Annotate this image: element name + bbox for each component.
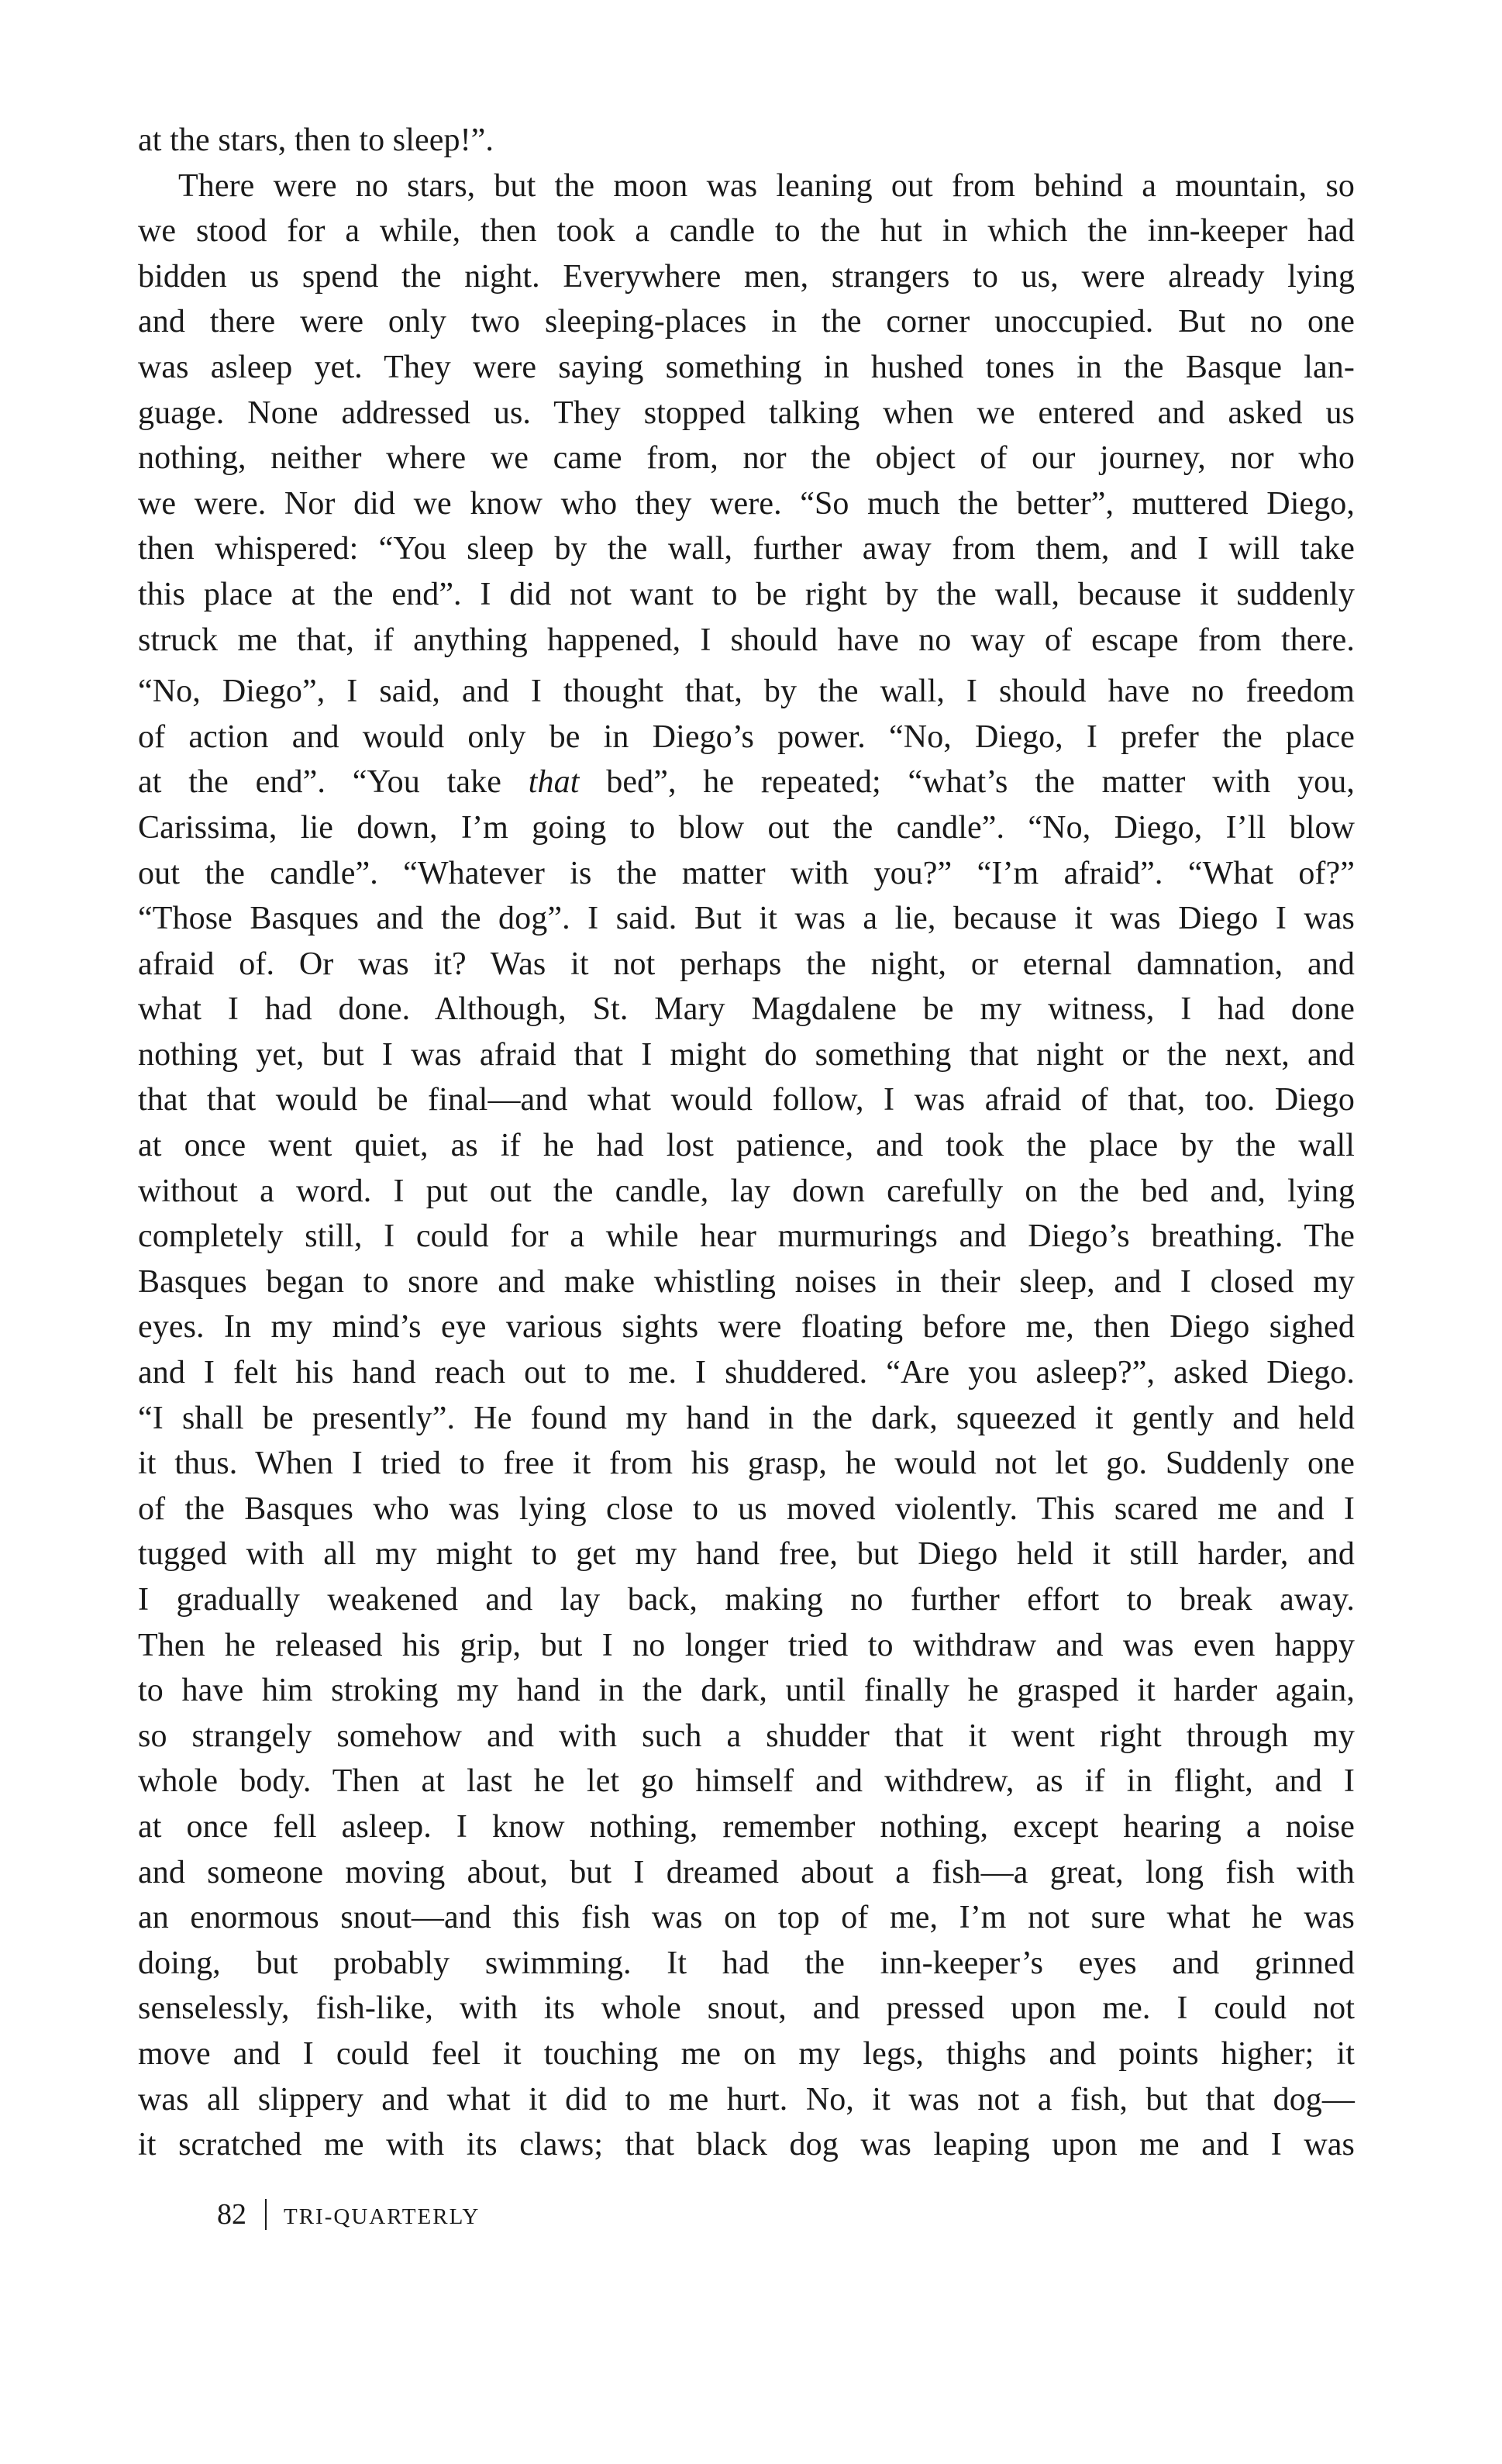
text-line: afraid of. Or was it? Was it not perhaps the night, or eternal damnation, and	[138, 946, 1355, 982]
text-line: I gradually weakened and lay back, making no further effort to break away.	[138, 1582, 1355, 1618]
text-line	[138, 760, 1355, 805]
text-fragment: bed”, he repeated; “what’s the matter with you,	[579, 764, 1355, 801]
text-line: senselessly, fish-like, with its whole snout, and pressed upon me. I could not	[138, 1990, 1355, 2027]
text-line: at once fell asleep. I know nothing, remember nothing, except hearing a noise	[138, 1808, 1355, 1845]
text-line: so strangely somehow and with such a shudder that it went right through my	[138, 1718, 1355, 1754]
page-footer	[217, 2195, 480, 2236]
body-text	[138, 118, 1355, 2168]
text-line: at once went quiet, as if he had lost patience, and took the place by the wall	[138, 1128, 1355, 1164]
text-line: completely still, I could for a while hear murmurings and Diego’s breathing. The	[138, 1218, 1355, 1255]
text-line: of action and would only be in Diego’s power. “No, Diego, I prefer the place	[138, 719, 1355, 755]
text-line: doing, but probably swimming. It had the inn-keeper’s eyes and grinned	[138, 1945, 1355, 1981]
text-line: bidden us spend the night. Everywhere men, strangers to us, were already lying	[138, 258, 1355, 295]
text-line: and someone moving about, but I dreamed about a fish—a great, long fish with	[138, 1854, 1355, 1890]
text-line: then whispered: “You sleep by the wall, further away from them, and I will take	[138, 531, 1355, 567]
text-line: and I felt his hand reach out to me. I shuddered. “Are you asleep?”, asked Diego.	[138, 1355, 1355, 1391]
text-line: an enormous snout—and this fish was on top of me, I’m not sure what he was	[138, 1900, 1355, 1936]
text-line: this place at the end”. I did not want to be right by the wall, because it suddenly	[138, 576, 1355, 612]
text-line: Carissima, lie down, I’m going to blow out the candle”. “No, Diego, I’ll blow	[138, 809, 1355, 846]
text-line: that that would be final—and what would follow, I was afraid of that, too. Diego	[138, 1082, 1355, 1118]
text-line: There were no stars, but the moon was leaning out from behind a mountain, so	[178, 167, 1355, 204]
journal-name: TRI-QUARTERLY	[284, 2204, 481, 2229]
text-line: struck me that, if anything happened, I should have no way of escape from there.	[138, 622, 1355, 658]
text-line: eyes. In my mind’s eye various sights were floating before me, then Diego sighed	[138, 1309, 1355, 1346]
text-line: was asleep yet. They were saying something in hushed tones in the Basque lan-	[138, 349, 1355, 385]
text-line: Then he released his grip, but I no longer tried to withdraw and was even happy	[138, 1627, 1355, 1663]
text-line: to have him stroking my hand in the dark, until finally he grasped it harder again,	[138, 1673, 1355, 1709]
text-line: Basques began to snore and make whistling noises in their sleep, and I closed my	[138, 1263, 1355, 1300]
text-line: what I had done. Although, St. Mary Magdalene be my witness, I had done	[138, 991, 1355, 1028]
text-line: nothing, neither where we came from, nor the object of our journey, nor who	[138, 440, 1355, 477]
text-line: nothing yet, but I was afraid that I might do something that night or the next, and	[138, 1036, 1355, 1073]
text-line: “Those Basques and the dog”. I said. But it was a lie, because it was Diego I was	[138, 901, 1355, 937]
text-line: was all slippery and what it did to me hurt. No, it was not a fish, but that dog—	[138, 2081, 1355, 2118]
text-line: move and I could feel it touching me on my legs, thighs and points higher; it	[138, 2035, 1355, 2072]
text-line: out the candle”. “Whatever is the matter with you?” “I’m afraid”. “What of?”	[138, 855, 1355, 891]
text-line: “I shall be presently”. He found my hand in the dark, squeezed it gently and held	[138, 1400, 1355, 1436]
text-line: at the stars, then to sleep!”.	[138, 122, 494, 158]
footer-divider	[265, 2199, 267, 2230]
text-line: it thus. When I tried to free it from his grasp, he would not let go. Suddenly one	[138, 1446, 1355, 1482]
text-line: guage. None addressed us. They stopped talking when we entered and asked us	[138, 395, 1355, 431]
text-fragment: at the end”. “You take	[138, 764, 501, 801]
text-line: tugged with all my might to get my hand free, but Diego held it still harder, and	[138, 1536, 1355, 1573]
text-line: “No, Diego”, I said, and I thought that, by the wall, I should have no freedom	[138, 674, 1355, 710]
text-line: it scratched me with its claws; that black dog was leaping upon me and I was	[138, 2127, 1355, 2163]
text-line: without a word. I put out the candle, lay down carefully on the bed and, lying	[138, 1173, 1355, 1209]
text-line: we were. Nor did we know who they were. “So much the better”, muttered Diego,	[138, 485, 1355, 522]
text-line: of the Basques who was lying close to us moved violently. This scared me and I	[138, 1490, 1355, 1527]
page-number: 82	[217, 2198, 246, 2231]
text-line: whole body. Then at last he let go himself and withdrew, as if in flight, and I	[138, 1763, 1355, 1800]
emphasis-that: that	[528, 764, 580, 801]
text-line: and there were only two sleeping-places in the corner unoccupied. But no one	[138, 304, 1355, 340]
text-line: we stood for a while, then took a candle to the hut in which the inn-keeper had	[138, 213, 1355, 250]
